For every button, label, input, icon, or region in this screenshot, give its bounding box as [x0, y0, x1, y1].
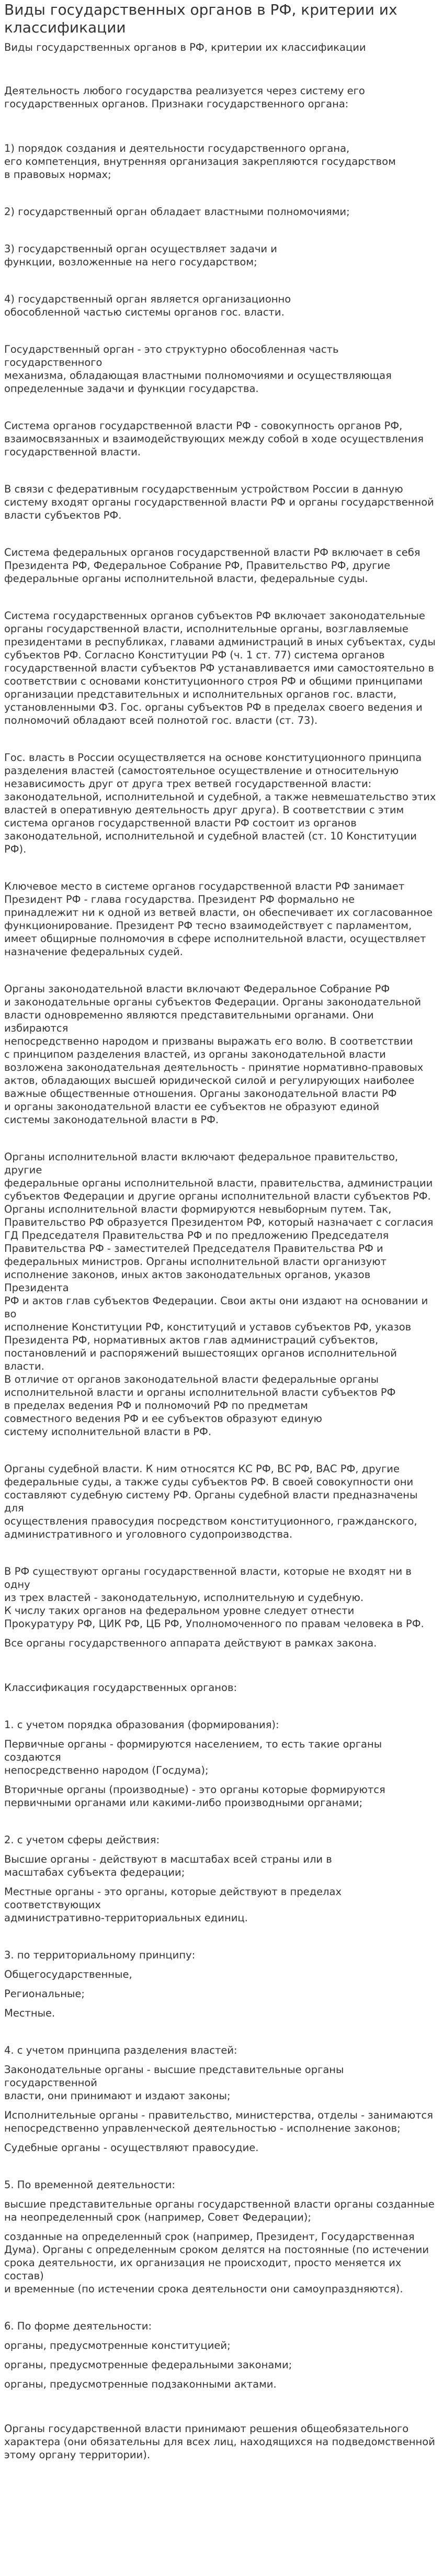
paragraph: 3) государственный орган осуществляет задачи и функции, возложенные на него государством; [4, 243, 277, 268]
paragraph: 4. с учетом принципа разделения властей: [4, 2044, 237, 2056]
paragraph: Судебные органы - осуществляют правосудие. [4, 2142, 259, 2154]
paragraph: 1. с учетом порядка образования (формирования): [4, 1719, 279, 1731]
paragraph: В РФ существуют органы государственной власти, которые не входят ни в одну из трех властей - законодательную, исполнительную и судебную. К числу таких органов на федеральном уровне следует отнести Прокуратуру РФ, ЦИК РФ, ЦБ РФ, Уполномоченного по правам человека в РФ. [4, 1565, 424, 1630]
paragraph: Высшие органы - действуют в масштабах всей страны или в масштабах субъекта федерации; [4, 1853, 332, 1878]
paragraph: Первичные органы - формируются населением, то есть такие органы создаются непосредственно народом (Госдума); [4, 1738, 382, 1776]
paragraph: Гос. власть в России осуществляется на основе конституционного принципа разделения властей (самостоятельное осуществление и относительную независимость друг от друга трех ветвей государственной власти: законодательной, исполнительной и судебной, а также невмешательство этих властей в оперативную деятельность друг друга). В соответствии с этим система органов государственной власти РФ состоит из органов законодательной, исполнительной и судебной властей (ст. 10 Конституции РФ). [4, 752, 436, 855]
paragraph: 3. по территориальному принципу: [4, 1949, 196, 1961]
paragraph: Государственный орган - это структурно обособленная часть государственного механизма, обладающая властными полномочиями и осуществляющая определенные задачи и функции государства. [4, 343, 392, 395]
paragraph: 5. По временной деятельности: [4, 2179, 175, 2191]
paragraph: Органы государственной власти принимают решения общеобязательного характера (они обязательны для всех лиц, находящихся на подведомственной этому органу территории). [4, 2423, 435, 2461]
paragraph: Местные органы - это органы, которые действуют в пределах соответствующих административно-территориальных единиц. [4, 1886, 342, 1924]
paragraph: Система государственных органов субъектов РФ включает законодательные органы государственной власти, исполнительные органы, возглавляемые президентами в республиках, главами администраций в иных субъектах, суды субъектов РФ. Согласно Конституции РФ (ч. 1 ст. 77) система органов государственной власти субъектов РФ устанавливается ими самостоятельно в соответствии с основами конституционного строя РФ и общими принципами организации представительных и исполнительных органов гос. власти, установленными ФЗ. Гос. органы субъектов РФ в пределах своего ведения и полномочий обладают всей полнотой гос. власти (ст. 73). [4, 610, 436, 726]
paragraph: 4) государственный орган является организационно обособленной частью системы органов гос. власти. [4, 293, 291, 318]
paragraph: высшие представительные органы государственной власти органы созданные на неопределенный срок (например, Совет Федерации); [4, 2198, 435, 2223]
paragraph: органы, предусмотренные подзаконными актами. [4, 2378, 277, 2390]
document-body [4, 84, 438, 2461]
paragraph: Классификация государственных органов: [4, 1682, 237, 1694]
paragraph: органы, предусмотренные конституцией; [4, 2339, 231, 2351]
paragraph: Общегосударственные, [4, 1968, 132, 1980]
paragraph: 1) порядок создания и деятельности государственного органа, его компетенция, внутренняя организация закрепляются государством в правовых нормах; [4, 142, 396, 181]
paragraph: Законодательные органы - высшие представительные органы государственной власти, они принимают и издают законы; [4, 2064, 344, 2102]
paragraph: созданные на определенный срок (например, Президент, Государственная Дума). Органы с определенным сроком делятся на постоянные (по истечении срока деятельности, их организация не происходит, просто меняется их состав) и временные (по истечении срока деятельности они самоупраздняются). [4, 2231, 429, 2295]
paragraph: Система федеральных органов государственной власти РФ включает в себя Президента РФ, Федеральное Собрание РФ, Правительство РФ, другие федеральные органы исполнительной власти, федеральные суды. [4, 546, 421, 585]
paragraph: органы, предусмотренные федеральными законами; [4, 2359, 292, 2371]
page-subtitle: Виды государственных органов в РФ, критерии их классификации [4, 41, 366, 53]
paragraph: Органы исполнительной власти включают федеральное правительство, другие федеральные органы исполнительной власти, правительства, администрации субъектов Федерации и другие органы исполнительной власти субъектов РФ. Органы исполнительной власти формируются невыборным путем. Так, Правительство РФ образуется Президентом РФ, который назначает с согласия ГД Председателя Правительства РФ и по предложению Председателя Правительства РФ - заместителей Председателя Правительства РФ и федеральных министров. Органы исполнительной власти организуют исполнение законов, иных актов законодательных органов, указов Президента РФ и актов глав субъектов Федерации. Свои акты они издают на основании и во исполнение Конституции РФ, конституций и уставов субъектов РФ, указов Президента РФ, нормативных актов глав администраций субъектов, постановлений и распоряжений вышестоящих органов исполнительной власти. В отличие от органов законодательной власти федеральные органы исполнительной власти и органы исполнительной власти субъектов РФ в пределах ведения РФ и полномочий РФ по предметам совместного ведения РФ и ее субъектов образуют единую систему исполнительной власти в РФ. [4, 1151, 434, 1438]
paragraph: Все органы государственного аппарата действуют в рамках закона. [4, 1637, 377, 1649]
paragraph: 6. По форме деятельности: [4, 2320, 152, 2332]
paragraph: Органы законодательной власти включают Федеральное Собрание РФ и законодательные органы субъектов Федерации. Органы законодательной власти одновременно являются представительными органами. Они избираются непосредственно народом и призваны выражать его волю. В соответствии с принципом разделения властей, из органы законодательной власти возложена законодательная деятельность - принятие нормативно-правовых актов, обладающих высшей юридической силой и регулирующих наиболее важные общественные отношения. Органы законодательной власти РФ и органы законодательной власти ее субъектов не образуют единой системы законодательной власти в РФ. [4, 983, 424, 1126]
paragraph: Местные. [4, 2007, 55, 2019]
paragraph: Региональные; [4, 1988, 85, 2000]
paragraph: Система органов государственной власти РФ - совокупность органов РФ, взаимосвязанных и взаимодействующих между собой в ходе осуществления государственной власти. [4, 420, 424, 458]
page-title: Виды государственных органов в РФ, критерии их классификации [4, 1, 397, 36]
paragraph: Вторичные органы (производные) - это органы которые формируются первичными органами или какими-либо производными органами; [4, 1784, 385, 1809]
paragraph: Исполнительные органы - правительство, министерства, отделы - занимаются непосредственно управленческой деятельностью - исполнение законов; [4, 2109, 433, 2134]
paragraph: В связи с федеративным государственным устройством России в данную систему входят органы государственной власти РФ и органы государственной власти субъектов РФ. [4, 483, 434, 521]
paragraph: Ключевое место в системе органов государственной власти РФ занимает Президент РФ - глава государства. Президент РФ формально не принадлежит ни к одной из ветвей власти, он обеспечивает их согласованное функционирование. Президент РФ тесно взаимодействует с парламентом, имеет общирные полномочия в сфере исполнительной власти, осуществляет назначение федеральных судей. [4, 880, 433, 958]
paragraph: Деятельность любого государства реализуется через систему его государственных органов. Признаки государственного органа: [4, 85, 365, 110]
paragraph: Органы судебной власти. К ним относятся КС РФ, ВС РФ, ВАС РФ, другие федеральные суды, а также суды субъектов РФ. В своей совокупности они составляют судебную систему РФ. Органы судебной власти предназначены для осуществления правосудия посредством конституционного, гражданского, административного и уголовного судопроизводства. [4, 1463, 418, 1540]
paragraph: 2) государственный орган обладает властными полномочиями; [4, 206, 350, 218]
paragraph: 2. с учетом сферы действия: [4, 1834, 160, 1846]
